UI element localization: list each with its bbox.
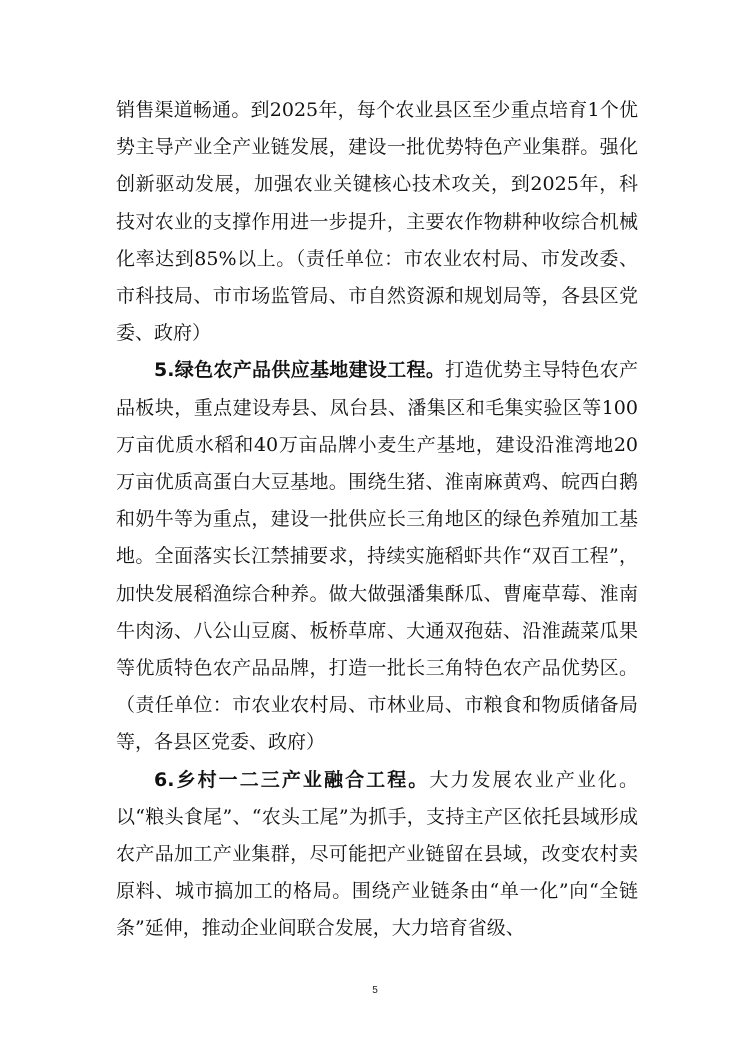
body-text — [116, 92, 638, 948]
paragraph-body: 打造优势主导特色农产品板块，重点建设寿县、凤台县、潘集区和毛集实验区等100万亩优质水稻和40万亩品牌小麦生产基地，建设沿淮湾地20万亩优质高蛋白大豆基地。围绕生猪、淮南麻黄鸡、皖西白鹅和奶牛等为重点，建设一批供应长三角地区的绿色养殖加工基地。全面落实长江禁捕要求，持续实施稻虾共作“双百工程”，加快发展稻渔综合种养。做大做强潘集酥瓜、曹庵草莓、淮南牛肉汤、八公山豆腐、板桥草席、大通双孢菇、沿淮蔬菜瓜果等优质特色农产品品牌，打造一批长三角特色农产品优势区。（责任单位：市农业农村局、市林业局、市粮食和物质储备局等，各县区党委、政府） — [116, 359, 638, 754]
paragraph-section-6 — [116, 762, 638, 948]
section-6-heading: 6.乡村一二三产业融合工程。 — [154, 768, 430, 791]
paragraph-body: 销售渠道畅通。到2025年，每个农业县区至少重点培育1个优势主导产业全产业链发展，建设一批优势特色产业集群。强化创新驱动发展，加强农业关键核心技术攻关，到2025年，科技对农业的支撑作用进一步提升，主要农作物耕种收综合机械化率达到85%以上。（责任单位：市农业农村局、市发改委、市科技局、市市场监管局、市自然资源和规划局等，各县区党委、政府） — [116, 99, 638, 345]
paragraph-continued — [116, 92, 638, 352]
section-5-heading: 5.绿色农产品供应基地建设工程。 — [154, 359, 446, 382]
paragraph-body: 大力发展农业产业化。以“粮头食尾”、“农头工尾”为抓手，支持主产区依托县域形成农产品加工产业集群，尽可能把产业链留在县域，改变农村卖原料、城市搞加工的格局。围绕产业链条由“单一化”向“全链条”延伸，推动企业间联合发展，大力培育省级、 — [116, 768, 638, 940]
page-number: 5 — [372, 985, 378, 996]
paragraph-section-5 — [116, 352, 638, 761]
